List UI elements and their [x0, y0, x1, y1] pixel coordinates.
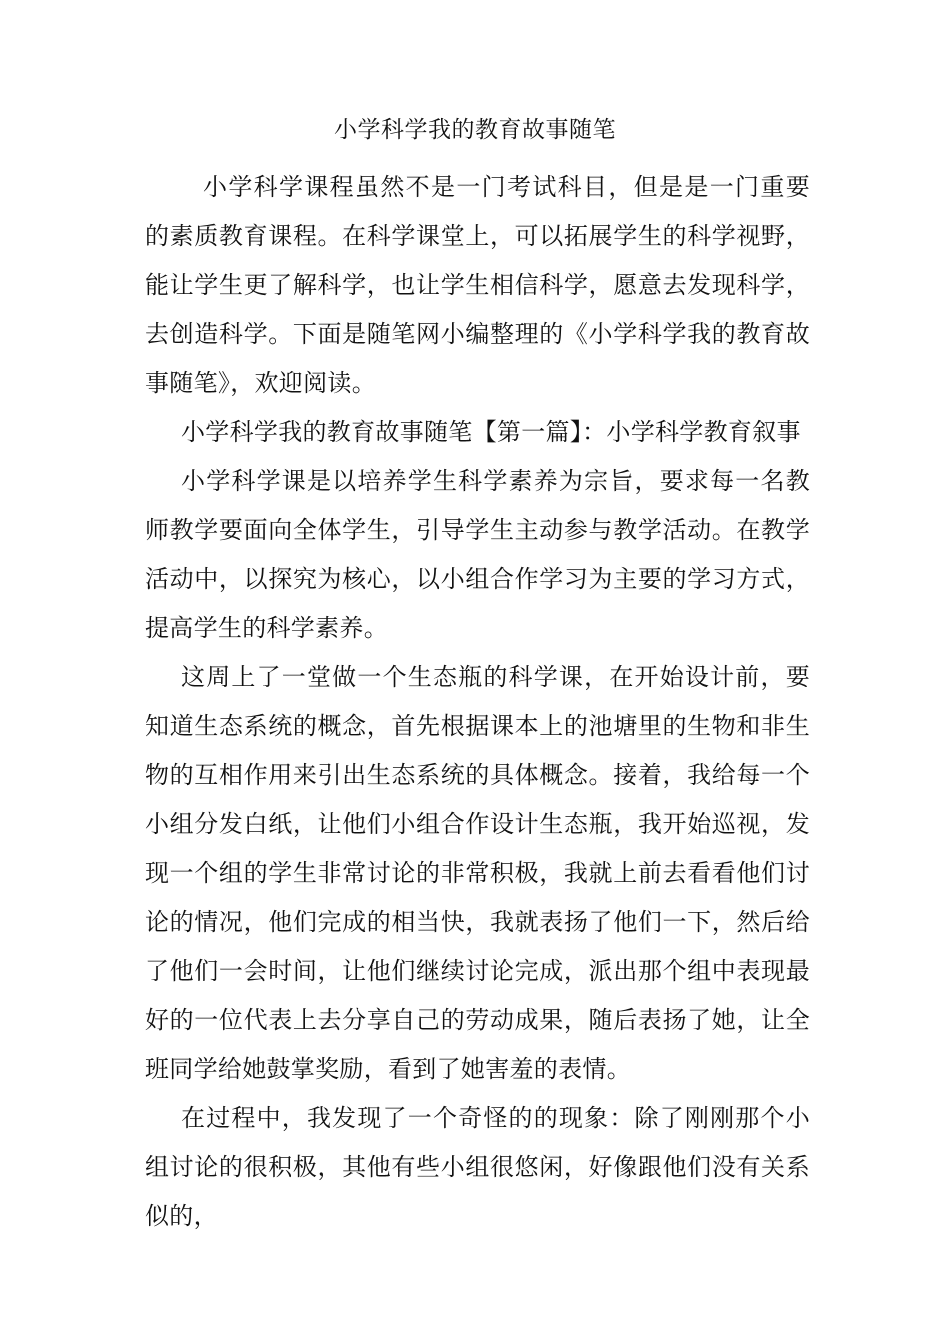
- intro-paragraph: 小学科学课程虽然不是一门考试科目，但是是一门重要的素质教育课程。在科学课堂上，可以拓展学生的科学视野，能让学生更了解科学，也让学生相信科学，愿意去发现科学，去创造科学。下面是随笔网小编整理的《小学科学我的教育故事随笔》，欢迎阅读。: [145, 173, 810, 397]
- document-title: 小学科学我的教育故事随笔: [334, 117, 616, 143]
- body-paragraph: 小学科学课是以培养学生科学素养为宗旨，要求每一名教师教学要面向全体学生，引导学生主动参与教学活动。在教学活动中，以探究为核心，以小组合作学习为主要的学习方式，提高学生的科学素养。: [145, 467, 810, 642]
- body-paragraph: 在过程中，我发现了一个奇怪的的现象：除了刚刚那个小组讨论的很积极，其他有些小组很悠闲，好像跟他们没有关系似的，: [145, 1104, 810, 1230]
- body-paragraph: 这周上了一堂做一个生态瓶的科学课，在开始设计前，要知道生态系统的概念，首先根据课本上的池塘里的生物和非生物的互相作用来引出生态系统的具体概念。接着，我给每一个小组分发白纸，让他们小组合作设计生态瓶，我开始巡视，发现一个组的学生非常讨论的非常积极，我就上前去看看他们讨论的情况，他们完成的相当快，我就表扬了他们一下，然后给了他们一会时间，让他们继续讨论完成，派出那个组中表现最好的一位代表上去分享自己的劳动成果，随后表扬了她，让全班同学给她鼓掌奖励，看到了她害羞的表情。: [145, 663, 810, 1083]
- section-heading: 小学科学我的教育故事随笔【第一篇】：小学科学教育叙事: [181, 418, 801, 446]
- document-body: [145, 163, 810, 1241]
